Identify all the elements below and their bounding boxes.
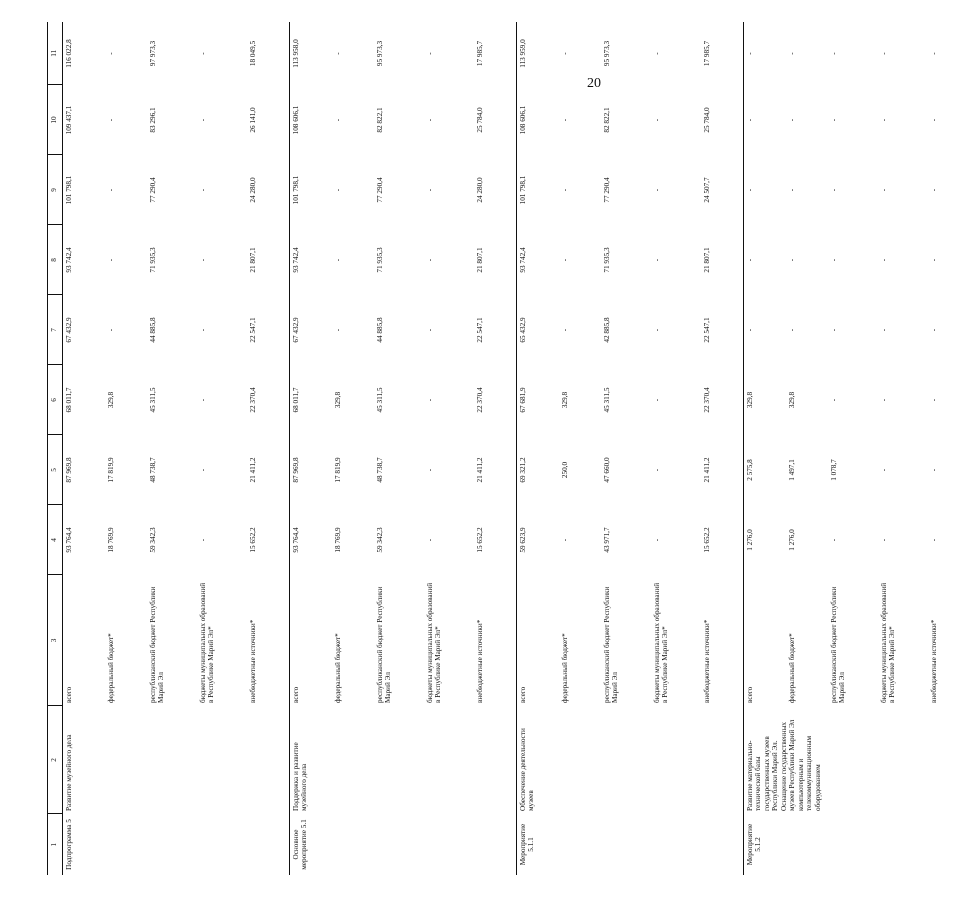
amount-cell: 15 652,2 bbox=[703, 527, 711, 553]
amount-cell: 101 798,1 bbox=[517, 155, 560, 225]
amount-cell: 24 280,0 bbox=[476, 177, 484, 203]
page-number: 20 bbox=[587, 76, 601, 91]
amount-cell: 67 432,9 bbox=[63, 295, 106, 365]
amount-cell: - bbox=[107, 258, 115, 262]
funding-source: всего bbox=[744, 575, 787, 706]
amount-cell: 2 575,8 bbox=[744, 435, 787, 505]
amount-cell: 109 437,1 bbox=[63, 85, 106, 155]
amount-cell: 43 971,7 bbox=[603, 527, 611, 553]
amount-cell: 93 742,4 bbox=[517, 225, 560, 295]
amount-cell: 18 769,9 bbox=[334, 527, 342, 553]
amount-cell: 25 784,0 bbox=[703, 107, 711, 133]
funding-source: федеральный бюджет* bbox=[334, 633, 342, 703]
amount-cell: 59 342,3 bbox=[149, 527, 157, 553]
amount-cell: 44 885,8 bbox=[149, 317, 157, 343]
amount-cell: 48 738,7 bbox=[149, 457, 157, 483]
amount-cell: 18 769,9 bbox=[107, 527, 115, 553]
amount-cell: - bbox=[426, 328, 434, 332]
amount-cell: 21 411,2 bbox=[476, 457, 484, 483]
amount-cell: 25 784,0 bbox=[476, 107, 484, 133]
amount-cell: - bbox=[426, 398, 434, 402]
amount-cell: 82 822,1 bbox=[603, 107, 611, 133]
amount-cell: - bbox=[880, 328, 888, 332]
amount-cell: 22 547,1 bbox=[703, 317, 711, 343]
amount-cell: 17 819,9 bbox=[107, 457, 115, 483]
amount-cell: 21 411,2 bbox=[703, 457, 711, 483]
funding-source: республиканский бюджет Республики Марий Эл bbox=[830, 586, 847, 703]
amount-cell: - bbox=[788, 188, 796, 192]
table-body bbox=[48, 22, 970, 875]
amount-cell: 22 370,4 bbox=[249, 387, 257, 413]
amount-cell: 65 432,9 bbox=[517, 295, 560, 365]
header-cell: 4 bbox=[48, 505, 63, 575]
amount-cell: 71 935,3 bbox=[376, 247, 384, 273]
funding-source: бюджеты муниципальных образований в Республике Марий Эл* bbox=[426, 582, 443, 703]
amount-cell: - bbox=[930, 538, 938, 542]
amount-cell: - bbox=[830, 52, 838, 55]
amount-cell: 71 935,3 bbox=[149, 247, 157, 273]
amount-cell: 77 290,4 bbox=[149, 177, 157, 203]
amount-cell: 47 660,0 bbox=[603, 457, 611, 483]
funding-source: внебюджетные источники* bbox=[930, 619, 938, 703]
amount-cell: 95 973,3 bbox=[376, 40, 384, 67]
amount-cell: - bbox=[653, 52, 661, 55]
amount-cell: 77 290,4 bbox=[376, 177, 384, 203]
amount-cell: - bbox=[830, 398, 838, 402]
amount-cell: - bbox=[930, 52, 938, 55]
amount-cell: 15 652,2 bbox=[249, 527, 257, 553]
amount-cell: - bbox=[830, 188, 838, 192]
header-cell: 11 bbox=[48, 22, 63, 85]
amount-cell: - bbox=[930, 398, 938, 402]
amount-cell: - bbox=[880, 258, 888, 262]
amount-cell: 45 311,5 bbox=[603, 387, 611, 413]
amount-cell: - bbox=[561, 328, 569, 332]
amount-cell: 101 798,1 bbox=[290, 155, 333, 225]
funding-source: республиканский бюджет Республики Марий Эл bbox=[376, 586, 393, 703]
funding-source: республиканский бюджет Республики Марий Эл bbox=[149, 586, 166, 703]
amount-cell: 22 370,4 bbox=[703, 387, 711, 413]
amount-cell: - bbox=[744, 225, 787, 295]
amount-cell: 21 807,1 bbox=[249, 247, 257, 273]
amount-cell: - bbox=[653, 118, 661, 122]
amount-cell: 69 321,2 bbox=[517, 435, 560, 505]
amount-cell: 329,8 bbox=[334, 391, 342, 409]
funding-source: внебюджетные источники* bbox=[476, 619, 484, 703]
program-label: Основное мероприятие 5.1 bbox=[290, 814, 517, 875]
amount-cell: - bbox=[561, 118, 569, 122]
program-label: Мероприятие 5.1.2 bbox=[744, 814, 970, 875]
amount-cell: 113 958,0 bbox=[290, 22, 333, 85]
amount-cell: - bbox=[930, 328, 938, 332]
funding-source: бюджеты муниципальных образований в Республике Марий Эл* bbox=[880, 582, 897, 703]
amount-cell: - bbox=[426, 52, 434, 55]
amount-cell: 44 885,8 bbox=[376, 317, 384, 343]
table-row bbox=[744, 22, 787, 875]
amount-cell: 59 623,9 bbox=[517, 505, 560, 575]
header-cell: 7 bbox=[48, 295, 63, 365]
amount-cell: 82 822,1 bbox=[376, 107, 384, 133]
funding-source: федеральный бюджет* bbox=[107, 633, 115, 703]
amount-cell: - bbox=[830, 538, 838, 542]
amount-cell: - bbox=[744, 155, 787, 225]
amount-cell: - bbox=[199, 398, 207, 402]
amount-cell: 329,8 bbox=[107, 391, 115, 409]
amount-cell: 17 985,7 bbox=[476, 40, 484, 67]
amount-cell: - bbox=[426, 468, 434, 472]
column-number-header bbox=[48, 22, 63, 875]
program-name: Развитие музейного дела bbox=[63, 706, 290, 814]
amount-cell: 59 342,3 bbox=[376, 527, 384, 553]
program-label: Подпрограмма 5 bbox=[63, 814, 290, 875]
program-name: Поддержка и развитие музейного дела bbox=[290, 706, 517, 814]
amount-cell: 22 547,1 bbox=[476, 317, 484, 343]
amount-cell: - bbox=[107, 52, 115, 55]
amount-cell: 101 798,1 bbox=[63, 155, 106, 225]
amount-cell: 108 606,1 bbox=[290, 85, 333, 155]
header-cell: 6 bbox=[48, 365, 63, 435]
amount-cell: 21 807,1 bbox=[703, 247, 711, 273]
amount-cell: - bbox=[561, 538, 569, 542]
amount-cell: - bbox=[880, 538, 888, 542]
amount-cell: - bbox=[334, 52, 342, 55]
amount-cell: - bbox=[653, 258, 661, 262]
amount-cell: 83 296,1 bbox=[149, 107, 157, 133]
amount-cell: 15 652,2 bbox=[476, 527, 484, 553]
header-cell: 9 bbox=[48, 155, 63, 225]
amount-cell: 67 432,9 bbox=[290, 295, 333, 365]
amount-cell: 108 606,1 bbox=[517, 85, 560, 155]
amount-cell: - bbox=[930, 118, 938, 122]
amount-cell: 116 022,8 bbox=[63, 22, 106, 85]
amount-cell: - bbox=[930, 188, 938, 192]
funding-source: внебюджетные источники* bbox=[703, 619, 711, 703]
amount-cell: 68 011,7 bbox=[63, 365, 106, 435]
amount-cell: 1 276,0 bbox=[788, 529, 796, 551]
amount-cell: - bbox=[426, 538, 434, 542]
amount-cell: 18 049,5 bbox=[249, 40, 257, 67]
amount-cell: - bbox=[744, 295, 787, 365]
amount-cell: - bbox=[880, 52, 888, 55]
header-cell: 2 bbox=[48, 706, 63, 814]
table-row bbox=[63, 22, 106, 875]
funding-source: бюджеты муниципальных образований в Республике Марий Эл* bbox=[653, 582, 670, 703]
amount-cell: 24 280,0 bbox=[249, 177, 257, 203]
amount-cell: 250,0 bbox=[561, 461, 569, 479]
amount-cell: 71 935,3 bbox=[603, 247, 611, 273]
amount-cell: - bbox=[107, 188, 115, 192]
amount-cell: - bbox=[199, 328, 207, 332]
funding-source: внебюджетные источники* bbox=[249, 619, 257, 703]
amount-cell: 21 807,1 bbox=[476, 247, 484, 273]
amount-cell: 93 742,4 bbox=[290, 225, 333, 295]
amount-cell: - bbox=[880, 468, 888, 472]
header-cell: 1 bbox=[48, 814, 63, 875]
amount-cell: - bbox=[788, 52, 796, 55]
amount-cell: - bbox=[788, 328, 796, 332]
funding-source: республиканский бюджет Республики Марий Эл bbox=[603, 586, 620, 703]
amount-cell: - bbox=[426, 188, 434, 192]
amount-cell: - bbox=[334, 258, 342, 262]
program-label: Мероприятие 5.1.1 bbox=[517, 814, 744, 875]
amount-cell: - bbox=[830, 258, 838, 262]
amount-cell: - bbox=[334, 118, 342, 122]
amount-cell: 1 497,1 bbox=[788, 459, 796, 481]
amount-cell: 93 764,4 bbox=[63, 505, 106, 575]
amount-cell: 22 547,1 bbox=[249, 317, 257, 343]
amount-cell: - bbox=[880, 398, 888, 402]
header-cell: 5 bbox=[48, 435, 63, 505]
amount-cell: - bbox=[199, 52, 207, 55]
amount-cell: - bbox=[334, 188, 342, 192]
amount-cell: - bbox=[653, 538, 661, 542]
funding-source: всего bbox=[290, 575, 333, 706]
table-row bbox=[517, 22, 560, 875]
amount-cell: 17 819,9 bbox=[334, 457, 342, 483]
amount-cell: - bbox=[930, 258, 938, 262]
amount-cell: 1 276,0 bbox=[744, 505, 787, 575]
amount-cell: 67 681,9 bbox=[517, 365, 560, 435]
table-row bbox=[290, 22, 333, 875]
program-name: Развитие материально-технической базы государственных музеев Республики Марий Эл. Оснащение государственных музеев Республики Марий Эл компьютерным и телекоммуникационным оборудованием bbox=[744, 706, 970, 814]
amount-cell: 26 141,0 bbox=[249, 107, 257, 133]
amount-cell: 45 311,5 bbox=[149, 387, 157, 413]
amount-cell: - bbox=[426, 258, 434, 262]
amount-cell: - bbox=[653, 188, 661, 192]
amount-cell: 21 411,2 bbox=[249, 457, 257, 483]
amount-cell: - bbox=[653, 398, 661, 402]
amount-cell: - bbox=[561, 188, 569, 192]
header-cell: 8 bbox=[48, 225, 63, 295]
amount-cell: 45 311,5 bbox=[376, 387, 384, 413]
amount-cell: - bbox=[334, 328, 342, 332]
amount-cell: - bbox=[788, 258, 796, 262]
amount-cell: 48 738,7 bbox=[376, 457, 384, 483]
amount-cell: 97 973,3 bbox=[149, 40, 157, 67]
amount-cell: - bbox=[107, 118, 115, 122]
amount-cell: - bbox=[788, 118, 796, 122]
amount-cell: - bbox=[930, 468, 938, 472]
amount-cell: 113 959,0 bbox=[517, 22, 560, 85]
amount-cell: - bbox=[653, 468, 661, 472]
amount-cell: - bbox=[199, 258, 207, 262]
amount-cell: 17 985,7 bbox=[703, 40, 711, 67]
amount-cell: - bbox=[880, 188, 888, 192]
header-cell: 3 bbox=[48, 575, 63, 706]
funding-source: всего bbox=[517, 575, 560, 706]
program-funding-table bbox=[47, 22, 970, 875]
amount-cell: - bbox=[880, 118, 888, 122]
amount-cell: 42 885,8 bbox=[603, 317, 611, 343]
amount-cell: - bbox=[107, 328, 115, 332]
amount-cell: - bbox=[744, 22, 787, 85]
funding-source: всего bbox=[63, 575, 106, 706]
funding-source: бюджеты муниципальных образований в Республике Марий Эл* bbox=[199, 582, 216, 703]
amount-cell: - bbox=[199, 188, 207, 192]
funding-source: федеральный бюджет* bbox=[561, 633, 569, 703]
amount-cell: - bbox=[561, 258, 569, 262]
amount-cell: 93 764,4 bbox=[290, 505, 333, 575]
amount-cell: - bbox=[653, 328, 661, 332]
funding-source: федеральный бюджет* bbox=[788, 633, 796, 703]
amount-cell: - bbox=[199, 468, 207, 472]
amount-cell: - bbox=[830, 118, 838, 122]
amount-cell: - bbox=[426, 118, 434, 122]
amount-cell: 87 969,8 bbox=[290, 435, 333, 505]
amount-cell: 68 011,7 bbox=[290, 365, 333, 435]
amount-cell: - bbox=[199, 538, 207, 542]
amount-cell: 93 742,4 bbox=[63, 225, 106, 295]
amount-cell: 77 290,4 bbox=[603, 177, 611, 203]
amount-cell: 329,8 bbox=[561, 391, 569, 409]
amount-cell: 1 078,7 bbox=[830, 459, 838, 481]
amount-cell: - bbox=[199, 118, 207, 122]
amount-cell: 22 370,4 bbox=[476, 387, 484, 413]
program-name: Обеспечение деятельности музеев bbox=[517, 706, 744, 814]
amount-cell: 87 969,8 bbox=[63, 435, 106, 505]
amount-cell: - bbox=[830, 328, 838, 332]
header-cell: 10 bbox=[48, 85, 63, 155]
amount-cell: 95 973,3 bbox=[603, 40, 611, 67]
amount-cell: - bbox=[561, 52, 569, 55]
amount-cell: 24 507,7 bbox=[703, 177, 711, 203]
amount-cell: - bbox=[744, 85, 787, 155]
amount-cell: 329,8 bbox=[744, 365, 787, 435]
amount-cell: 329,8 bbox=[788, 391, 796, 409]
